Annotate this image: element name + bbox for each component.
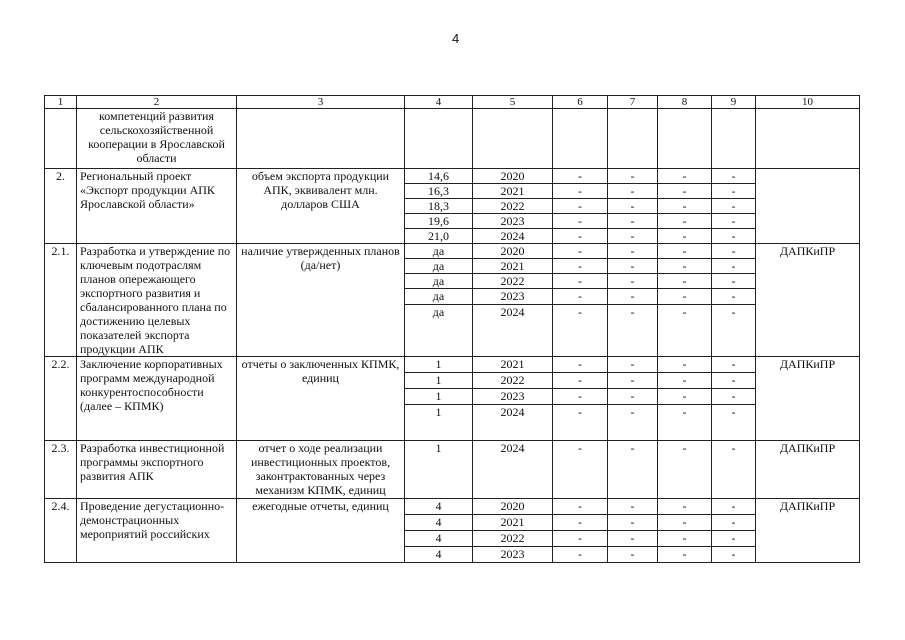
dash-cell: - xyxy=(658,515,712,531)
table-row xyxy=(45,441,860,499)
cell xyxy=(405,109,473,169)
dash-cell: - xyxy=(712,184,756,199)
dash-cell: - xyxy=(712,199,756,214)
dash-cell: - xyxy=(608,515,658,531)
dash-cell: - xyxy=(553,515,608,531)
dash-cell: - xyxy=(658,274,712,289)
indicator-value: 18,3 xyxy=(405,199,473,214)
indicator: ежегодные отчеты, единиц xyxy=(237,499,405,563)
header-cell: 4 xyxy=(405,96,473,109)
dash-cell: - xyxy=(658,405,712,441)
year: 2023 xyxy=(473,289,553,304)
cell xyxy=(608,109,658,169)
indicator: наличие утвержденных планов (да/нет) xyxy=(237,244,405,357)
dash-cell: - xyxy=(553,441,608,499)
year: 2024 xyxy=(473,229,553,244)
header-cell: 5 xyxy=(473,96,553,109)
year: 2024 xyxy=(473,304,553,357)
task-name: Проведение дегустационно-демонстрационных мероприятий российских xyxy=(77,499,237,563)
header-cell: 9 xyxy=(712,96,756,109)
indicator-value: да xyxy=(405,259,473,274)
indicator-value: 1 xyxy=(405,405,473,441)
year: 2023 xyxy=(473,214,553,229)
dash-cell: - xyxy=(608,547,658,563)
dash-cell: - xyxy=(608,214,658,229)
indicator: отчеты о заключенных КПМК, единиц xyxy=(237,357,405,441)
dash-cell: - xyxy=(608,389,658,405)
cell xyxy=(553,109,608,169)
indicator-value: 16,3 xyxy=(405,184,473,199)
responsible: ДАПКиПР xyxy=(756,499,860,563)
year: 2020 xyxy=(473,499,553,515)
indicator-value: 1 xyxy=(405,441,473,499)
dash-cell: - xyxy=(658,289,712,304)
dash-cell: - xyxy=(608,184,658,199)
dash-cell: - xyxy=(553,244,608,259)
dash-cell: - xyxy=(553,214,608,229)
dash-cell: - xyxy=(658,389,712,405)
dash-cell: - xyxy=(712,244,756,259)
dash-cell: - xyxy=(712,547,756,563)
year: 2021 xyxy=(473,357,553,373)
responsible: ДАПКиПР xyxy=(756,244,860,357)
dash-cell: - xyxy=(608,357,658,373)
indicator-value: да xyxy=(405,304,473,357)
indicator-value: 4 xyxy=(405,499,473,515)
year: 2021 xyxy=(473,184,553,199)
dash-cell: - xyxy=(608,499,658,515)
dash-cell: - xyxy=(608,304,658,357)
table-row xyxy=(45,499,860,515)
dash-cell: - xyxy=(658,259,712,274)
indicator-value: 1 xyxy=(405,373,473,389)
header-row xyxy=(45,96,860,109)
dash-cell: - xyxy=(608,259,658,274)
continuation-text: компетенций развития сельскохозяйственной кооперации в Ярославской области xyxy=(77,109,237,169)
dash-cell: - xyxy=(608,531,658,547)
dash-cell: - xyxy=(658,214,712,229)
dash-cell: - xyxy=(553,389,608,405)
row-number: 2.4. xyxy=(45,499,77,563)
year: 2020 xyxy=(473,169,553,184)
dash-cell: - xyxy=(553,289,608,304)
task-name: Региональный проект «Экспорт продукции АПК Ярославской области» xyxy=(77,169,237,244)
year: 2022 xyxy=(473,531,553,547)
year: 2022 xyxy=(473,373,553,389)
dash-cell: - xyxy=(608,199,658,214)
dash-cell: - xyxy=(712,357,756,373)
row-number: 2. xyxy=(45,169,77,244)
dash-cell: - xyxy=(553,531,608,547)
dash-cell: - xyxy=(553,184,608,199)
dash-cell: - xyxy=(658,184,712,199)
table-row xyxy=(45,169,860,184)
indicator-value: 1 xyxy=(405,389,473,405)
dash-cell: - xyxy=(712,531,756,547)
header-cell: 7 xyxy=(608,96,658,109)
task-name: Разработка и утверждение по ключевым подотраслям планов опережающего экспортного развития и сбалансированного плана по достижению целевых показателей экспорта продукции АПК xyxy=(77,244,237,357)
indicator-value: 1 xyxy=(405,357,473,373)
indicator-value: 19,6 xyxy=(405,214,473,229)
dash-cell: - xyxy=(658,304,712,357)
dash-cell: - xyxy=(608,289,658,304)
plan-table xyxy=(44,95,860,563)
dash-cell: - xyxy=(658,499,712,515)
responsible: ДАПКиПР xyxy=(756,441,860,499)
dash-cell: - xyxy=(608,405,658,441)
dash-cell: - xyxy=(712,515,756,531)
dash-cell: - xyxy=(658,357,712,373)
dash-cell: - xyxy=(712,169,756,184)
continuation-row xyxy=(45,109,860,169)
dash-cell: - xyxy=(712,214,756,229)
dash-cell: - xyxy=(553,373,608,389)
indicator-value: да xyxy=(405,274,473,289)
row-number: 2.2. xyxy=(45,357,77,441)
indicator-value: да xyxy=(405,289,473,304)
header-cell: 8 xyxy=(658,96,712,109)
table-row xyxy=(45,357,860,373)
dash-cell: - xyxy=(553,304,608,357)
year: 2021 xyxy=(473,515,553,531)
dash-cell: - xyxy=(553,405,608,441)
dash-cell: - xyxy=(712,274,756,289)
header-cell: 2 xyxy=(77,96,237,109)
row-number: 2.3. xyxy=(45,441,77,499)
dash-cell: - xyxy=(658,244,712,259)
dash-cell: - xyxy=(553,169,608,184)
indicator-value: да xyxy=(405,244,473,259)
year: 2021 xyxy=(473,259,553,274)
task-name: Заключение корпоративных программ международной конкурентоспособности (далее – КПМК) xyxy=(77,357,237,441)
dash-cell: - xyxy=(658,169,712,184)
dash-cell: - xyxy=(658,531,712,547)
dash-cell: - xyxy=(712,289,756,304)
cell xyxy=(473,109,553,169)
dash-cell: - xyxy=(608,274,658,289)
indicator-value: 4 xyxy=(405,547,473,563)
dash-cell: - xyxy=(712,259,756,274)
dash-cell: - xyxy=(608,229,658,244)
cell xyxy=(712,109,756,169)
dash-cell: - xyxy=(712,373,756,389)
task-name: Разработка инвестиционной программы экспортного развития АПК xyxy=(77,441,237,499)
indicator: отчет о ходе реализации инвестиционных проектов, законтрактованных через механизм КПМК, единиц xyxy=(237,441,405,499)
dash-cell: - xyxy=(658,373,712,389)
indicator-value: 21,0 xyxy=(405,229,473,244)
responsible xyxy=(756,169,860,244)
year: 2022 xyxy=(473,274,553,289)
dash-cell: - xyxy=(608,373,658,389)
cell xyxy=(756,109,860,169)
cell xyxy=(658,109,712,169)
dash-cell: - xyxy=(658,441,712,499)
cell xyxy=(45,109,77,169)
dash-cell: - xyxy=(553,229,608,244)
dash-cell: - xyxy=(712,304,756,357)
dash-cell: - xyxy=(553,274,608,289)
dash-cell: - xyxy=(658,199,712,214)
dash-cell: - xyxy=(712,389,756,405)
header-cell: 6 xyxy=(553,96,608,109)
row-number: 2.1. xyxy=(45,244,77,357)
dash-cell: - xyxy=(608,441,658,499)
year: 2023 xyxy=(473,389,553,405)
header-cell: 3 xyxy=(237,96,405,109)
year: 2024 xyxy=(473,405,553,441)
responsible: ДАПКиПР xyxy=(756,357,860,441)
year: 2023 xyxy=(473,547,553,563)
dash-cell: - xyxy=(658,229,712,244)
year: 2020 xyxy=(473,244,553,259)
dash-cell: - xyxy=(553,357,608,373)
dash-cell: - xyxy=(712,441,756,499)
indicator-value: 4 xyxy=(405,515,473,531)
table-row xyxy=(45,244,860,259)
dash-cell: - xyxy=(712,229,756,244)
dash-cell: - xyxy=(658,547,712,563)
dash-cell: - xyxy=(712,499,756,515)
dash-cell: - xyxy=(553,499,608,515)
header-cell: 1 xyxy=(45,96,77,109)
dash-cell: - xyxy=(553,199,608,214)
cell xyxy=(237,109,405,169)
year: 2022 xyxy=(473,199,553,214)
indicator-value: 4 xyxy=(405,531,473,547)
indicator: объем экспорта продукции АПК, эквивалент млн. долларов США xyxy=(237,169,405,244)
year: 2024 xyxy=(473,441,553,499)
dash-cell: - xyxy=(553,547,608,563)
indicator-value: 14,6 xyxy=(405,169,473,184)
dash-cell: - xyxy=(712,405,756,441)
dash-cell: - xyxy=(608,169,658,184)
header-cell: 10 xyxy=(756,96,860,109)
page-number: 4 xyxy=(452,31,460,46)
dash-cell: - xyxy=(553,259,608,274)
dash-cell: - xyxy=(608,244,658,259)
